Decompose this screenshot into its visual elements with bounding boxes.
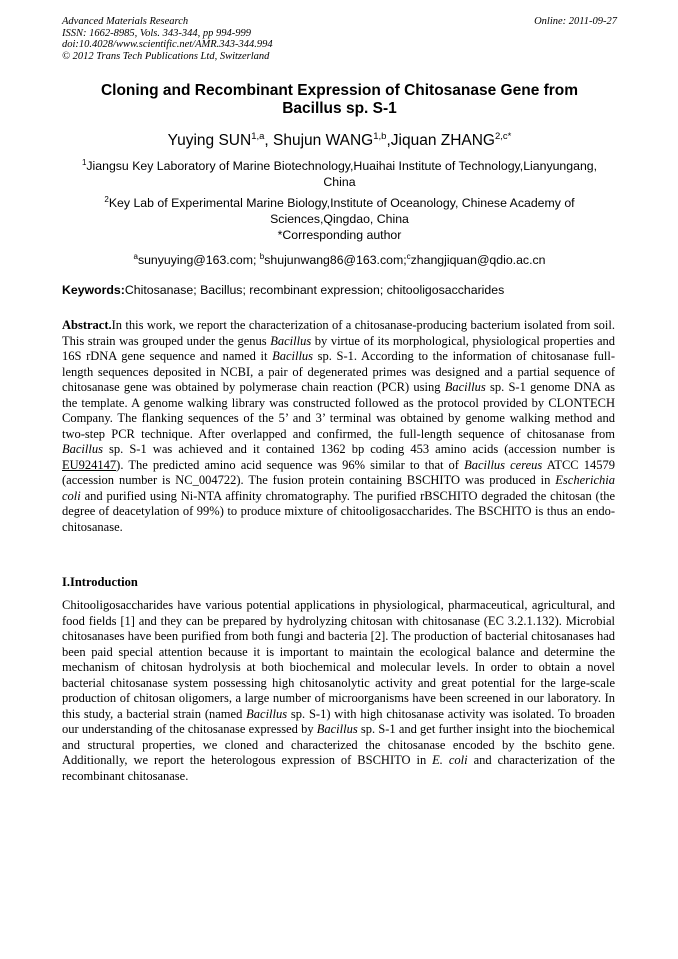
journal-header bbox=[62, 16, 617, 62]
abstract-italic-2: Bacillus bbox=[272, 349, 314, 363]
introduction-paragraph bbox=[62, 598, 615, 784]
affiliation-2 bbox=[62, 192, 617, 227]
abstract-text-1: In this work, we report the characterization of a chitosanase-producing bacterium isolated from soil. This strain was grouped under the genus bbox=[62, 318, 615, 348]
abstract-text-2: by virtue of its morphological, physiological properties and 16S rDNA gene sequence and named it bbox=[62, 333, 615, 363]
paper-title bbox=[62, 82, 617, 118]
author-2: , Shujun WANG bbox=[264, 132, 374, 150]
intro-italic-3: E. coli bbox=[432, 753, 468, 767]
abstract-paragraph bbox=[62, 318, 615, 535]
introduction-heading: I.Introduction bbox=[62, 575, 138, 589]
online-date: Online: 2011-09-27 bbox=[534, 16, 617, 27]
author-1-sup: 1,a bbox=[251, 131, 265, 142]
abstract-text-4: sp. S-1 genome DNA as the template. A genome walking library was constructed followed as the protocol provided by CLONTECH Company. The flanking sequences of the 5’ and 3’ terminal was obtained by genome walking method and two-step PCR technique. After overlapped and confirmed, the full-length sequence of chitosanase from bbox=[62, 380, 615, 441]
email-c-sup: c bbox=[406, 252, 411, 261]
doi-line: doi:10.4028/www.scientific.net/AMR.343-344.994 bbox=[62, 39, 273, 50]
intro-text-3: sp. S-1 and get further insight into the biochemical and structural properties, we cloned and characterized the chitosanase encoded by the bschito gene. Additionally, we report the heterologous expression of BSCHITO in bbox=[62, 722, 615, 767]
author-3-sup: 2,c* bbox=[495, 131, 512, 142]
affiliation-1 bbox=[62, 155, 617, 190]
abstract-italic-4: Bacillus bbox=[62, 442, 103, 456]
abstract-text-6: ). The predicted amino acid sequence was 96% similar to that of bbox=[116, 457, 465, 472]
email-a[interactable]: sunyuying@163.com; bbox=[137, 253, 260, 268]
abstract-label: Abstract. bbox=[62, 318, 112, 332]
title-line-2: Bacillus sp. S-1 bbox=[282, 100, 397, 117]
intro-italic-2: Bacillus bbox=[316, 722, 358, 736]
affiliation-2-sup: 2 bbox=[104, 195, 109, 204]
abstract-text-7: ATCC 14579 (accession number is NC_004722). The fusion protein containing BSCHITO was produced in bbox=[62, 457, 615, 487]
intro-text-1: Chitooligosaccharides have various potential applications in physiological, pharmaceutical, agricultural, and food fields [1] and they can be prepared by hydrolyzing chitosan with chitosanase (EC 3.2.1.132). Microbial chitosanases have been purified from both fungi and bacteria [2]. The production of bacterial chitosanases had been paid special attention because it is important to maintain the ecological balance and determine the mechanism of chitosan hydrolysis at both biochemical and molecular levels. In order to obtain a novel bacterial chitosanase system possessing high chitosanolytic activity and great potential for the large-scale production of chitosan oligomers, a large number of microorganisms have been screened in our laboratory. In this study, a bacterial strain (named bbox=[62, 598, 615, 721]
journal-name: Advanced Materials Research bbox=[62, 16, 189, 27]
abstract-text-8: and purified using Ni-NTA affinity chromatography. The purified rBSCHITO degraded the chitosan (the degree of deacetylation of 99%) to produce mixture of chitooligosaccharides. The BSCHITO is thus an endo-chitosanase. bbox=[62, 488, 615, 534]
issn-line: ISSN: 1662-8985, Vols. 343-344, pp 994-999 bbox=[62, 27, 251, 39]
email-a-sup: a bbox=[133, 252, 138, 261]
affiliation-1-sup: 1 bbox=[81, 158, 87, 167]
author-2-sup: 1,b bbox=[373, 131, 387, 142]
abstract-text-3: sp. S-1. According to the information of chitosanase full-length sequences deposited in NCBI, a pair of degenerated primes was designed and a partial sequence of chitosanase gene was obtained by polymerase chain reaction (PCR) using bbox=[62, 349, 615, 394]
keywords-label: Keywords: bbox=[62, 283, 125, 297]
affiliation-2-line-1: Key Lab of Experimental Marine Biology,Institute of Oceanology, Chinese Academy of bbox=[108, 196, 575, 211]
intro-text-4: and characterization of the recombinant chitosanase. bbox=[62, 753, 615, 783]
email-b[interactable]: shujunwang86@163.com; bbox=[264, 253, 407, 268]
abstract-italic-6: Escherichia coli bbox=[62, 473, 615, 503]
author-list bbox=[62, 128, 617, 150]
title-line-1: Cloning and Recombinant Expression of Chitosanase Gene from bbox=[100, 82, 579, 99]
abstract-text-5: sp. S-1 was achieved and it contained 1362 bp coding 453 amino acids (accession number is bbox=[102, 442, 615, 456]
affiliation-1-line-2: China bbox=[323, 174, 356, 189]
email-b-sup: b bbox=[259, 252, 265, 261]
affiliation-2-line-2: Sciences,Qingdao, China bbox=[270, 211, 409, 226]
accession-link[interactable]: EU924147 bbox=[62, 457, 117, 472]
abstract-italic-5: Bacillus cereus bbox=[464, 457, 543, 472]
author-3: ,Jiquan ZHANG bbox=[386, 132, 495, 150]
email-c[interactable]: zhangjiquan@qdio.ac.cn bbox=[410, 253, 546, 268]
keywords-text: Chitosanase; Bacillus; recombinant expression; chitooligosaccharides bbox=[124, 283, 505, 297]
abstract-italic-3: Bacillus bbox=[444, 380, 486, 394]
affiliation-1-line-1: Jiangsu Key Laboratory of Marine Biotechnology,Huaihai Institute of Technology,Lianyungang, bbox=[86, 159, 598, 174]
abstract-italic-1: Bacillus bbox=[270, 333, 312, 348]
keywords-line bbox=[62, 283, 617, 298]
intro-italic-1: Bacillus bbox=[246, 706, 288, 721]
corresponding-author-note: *Corresponding author bbox=[277, 228, 402, 242]
email-list bbox=[62, 249, 617, 269]
copyright-line: © 2012 Trans Tech Publications Ltd, Switzerland bbox=[62, 50, 270, 62]
intro-text-2: sp. S-1) with high chitosanase activity was isolated. To broaden our understanding of the chitosanase expressed by bbox=[62, 706, 615, 736]
author-1: Yuying SUN bbox=[167, 132, 252, 150]
